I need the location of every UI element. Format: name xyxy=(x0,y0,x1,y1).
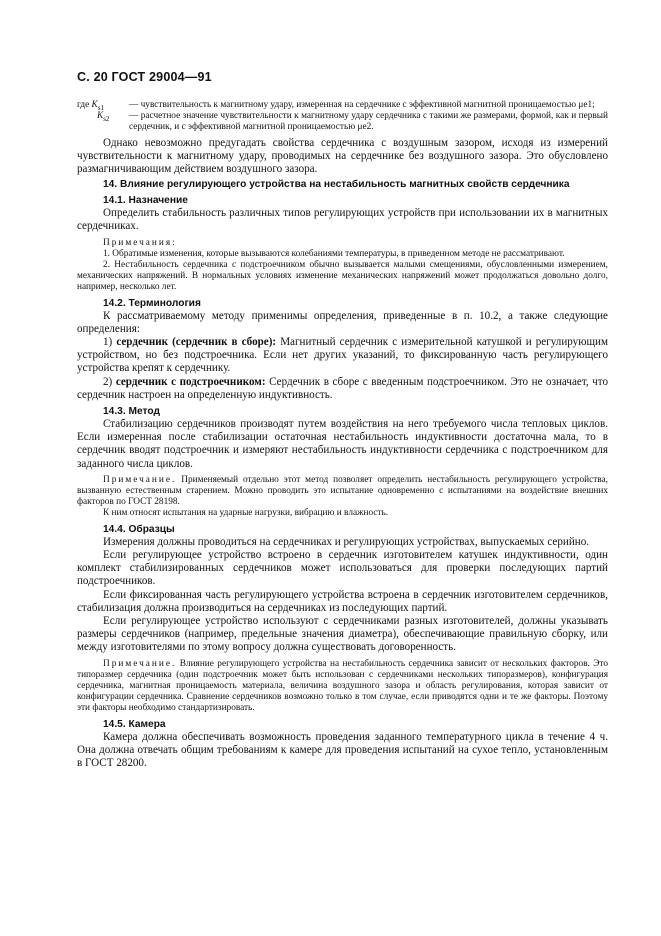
where-k1 xyxy=(77,100,608,111)
section-14-2-intro: К рассматриваемому методу применимы определения, приведенные в п. 10.2, а также следующие определения: xyxy=(77,309,608,335)
section-14-4-p1: Измерения должны проводиться на сердечниках и регулирующих устройствах, выпускаемых серийно. xyxy=(103,535,590,548)
section-14-1-text: Определить стабильность различных типов регулирующих устройств при использовании их в магнитных сердечниках. xyxy=(77,207,608,233)
definition-2-term: сердечник с подстроечником: xyxy=(115,375,266,388)
section-14-3-note-2: К ним относят испытания на ударные нагрузки, вибрацию и влажность. xyxy=(103,508,389,519)
where-k1-symbol: где $K_{s1}$ xyxy=(77,100,104,112)
section-14-3-text: Стабилизацию сердечников производят путем воздействия на него требуемого числа тепловых циклов. Если измеренная после стабилизации остаточная нестабильность индуктивности достаточна мала, то в сердечник вводят подстроечник и измеряют нестабильность индуктивности сердечника с подстроечником для заданного числа циклов. xyxy=(77,418,608,470)
where-k2 xyxy=(77,111,608,133)
section-14-3-note: Примечание. Применяемый отдельно этот метод позволяет определить нестабильность регулирующего устройства, вызванную естественным старением. Можно проводить это испытание одновременно с испытаниями на воздействие внешних факторов по ГОСТ 28198. xyxy=(77,474,608,508)
document-page xyxy=(77,70,608,770)
section-14-2-title: 14.2. Терминология xyxy=(103,297,201,309)
section-14-4-title: 14.4. Образцы xyxy=(103,523,175,535)
page-header: С. 20 ГОСТ 29004—91 xyxy=(77,70,212,84)
where-k1-text: — чувствительность к магнитному удару, измеренная на сердечнике с эффективной магнитной проницаемостью μe1; xyxy=(129,100,595,110)
definition-1: 1) сердечник (сердечник в сборе): Магнитный сердечник с измерительной катушкой и регулирующим устройством, но без подстроечника. Если нет других указаний, то фиксированную часть регулирующего устройства крепят к сердечнику. xyxy=(77,336,608,375)
where-k2-symbol: $K_{s2}$ xyxy=(97,111,110,124)
where-k2-text: — расчетное значение чувствительности к магнитному удару сердечника с такими же размерами, формой, как и первый сердечник, и с эффективной магнитной проницаемостью μe2. xyxy=(129,111,608,133)
definition-1-term: сердечник (сердечник в сборе): xyxy=(116,336,277,349)
section-14-4-p4: Если регулирующее устройство используют с сердечниками разных изготовителей, должны указывать размеры сердечников (например, предельные значения диаметра), обеспечивающие правильную сборку, или между изготовителями по этому вопросу должна существовать договоренность. xyxy=(77,614,608,654)
section-14-4-note: Примечание. Влияние регулирующего устройства на нестабильность сердечника зависит от нескольких факторов. Это типоразмер сердечника (один подстроечник может быть использован с сердечниками нескольких типоразмеров), конфигурация сердечника, магнитная проницаемость материала, величина воздушного зазора и область регулирования, которая зависит от конфигурации сердечника. Сравнение сердечников возможно только в том случае, если приводятся одни и те же факторы. Поэтому эти факторы необходимо стандартизировать. xyxy=(77,658,608,714)
note-1: 1. Обратимые изменения, которые вызываются колебаниями температуры, в приведенном методе не рассматривают. xyxy=(103,248,565,259)
section-14-5-title: 14.5. Камера xyxy=(103,718,166,730)
definition-2: 2) сердечник с подстроечником: Сердечник в сборе с введенным подстроечником. Это не означает, что сердечник настроен на определенную индуктивность. xyxy=(77,375,609,401)
section-14-4-p2: Если регулирующее устройство встроено в сердечник изготовителем катушек индуктивности, один комплект стабилизированных сердечников может использоваться для проверки последующих партий подстроечников. xyxy=(77,548,608,588)
section-14-5-text: Камера должна обеспечивать возможность проведения заданного температурного цикла в течение 4 ч. Она должна отвечать общим требованиям к камере для проведения испытаний на сухое тепло, установленным в ГОСТ 28200. xyxy=(77,730,608,769)
section-14-3-title: 14.3. Метод xyxy=(103,406,160,418)
note-2: 2. Нестабильность сердечника с подстроечником обычно вызывается малыми смещениями, обусловленными измерением, механических напряжений. В нормальных условиях изменение механических напряжений может продолжаться довольно долго, например, несколько лет. xyxy=(77,260,608,293)
section-14-1-title: 14.1. Назначение xyxy=(103,195,188,207)
section-14-title: 14. Влияние регулирующего устройства на нестабильность магнитных свойств сердечника xyxy=(103,179,570,191)
paragraph-air-gap: Однако невозможно предугадать свойства сердечника с воздушным зазором, исходя из измерений чувствительности к магнитному удару, проводимых на сердечнике без воздушного зазора. Это обусловлено размагничивающим действием воздушного зазора. xyxy=(77,136,608,176)
notes-label: Примечания: xyxy=(103,237,177,248)
section-14-4-p3: Если фиксированная часть регулирующего устройства встроена в сердечник изготовителем сердечников, стабилизация должна производиться на сердечниках из последующих партий. xyxy=(77,588,608,614)
